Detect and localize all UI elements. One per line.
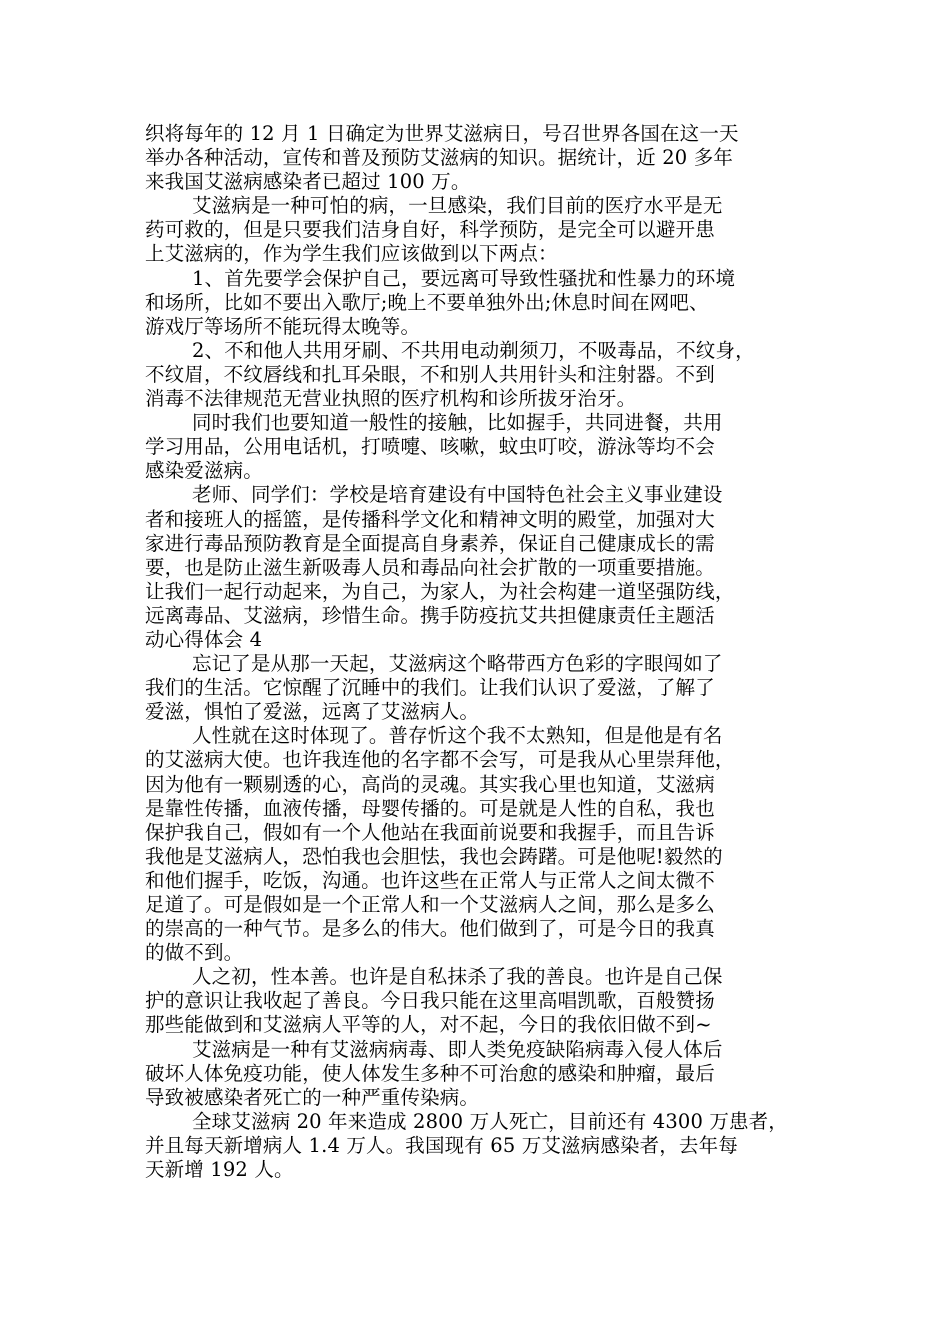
text-line: 举办各种活动，宣传和普及预防艾滋病的知识。据统计，近 20 多年 — [145, 146, 734, 170]
text-line: 的崇高的一种气节。是多么的伟大。他们做到了，可是今日的我真 — [145, 917, 715, 941]
paragraph — [145, 483, 807, 652]
text-line: 破坏人体免疫功能，使人体发生多种不可治愈的感染和肿瘤，最后 — [145, 1061, 715, 1085]
document-body — [145, 122, 807, 1182]
text-line: 那些能做到和艾滋病人平等的人，对不起，今日的我依旧做不到~ — [145, 1013, 712, 1037]
text-line: 爱滋，惧怕了爱滋，远离了艾滋病人。 — [145, 700, 480, 724]
text-line: 上艾滋病的，作为学生我们应该做到以下两点： — [145, 242, 558, 266]
text-line: 1、首先要学会保护自己，要远离可导致性骚扰和性暴力的环境 — [192, 266, 736, 290]
text-line: 的做不到。 — [145, 941, 244, 965]
paragraph — [145, 652, 807, 724]
text-line: 足道了。可是假如是一个正常人和一个艾滋病人之间，那么是多么 — [145, 893, 715, 916]
paragraph — [145, 1038, 807, 1110]
text-line: 老师、同学们：学校是培育建设有中国特色社会主义事业建设 — [192, 483, 723, 507]
text-line: 护的意识让我收起了善良。今日我只能在这里高唱凯歌，百般赞扬 — [145, 989, 715, 1013]
text-line: 消毒不法律规范无营业执照的医疗机构和诊所拔牙治牙。 — [145, 387, 637, 411]
text-line: 家进行毒品预防教育是全面提高自身素养，保证自己健康成长的需 — [145, 531, 715, 555]
text-line: 保护我自己，假如有一个人他站在我面前说要和我握手，而且告诉 — [145, 820, 715, 844]
text-line: 全球艾滋病 20 年来造成 2800 万人死亡，目前还有 4300 万患者， — [192, 1109, 788, 1133]
text-line: 药可救的，但是只要我们洁身自好，科学预防，是完全可以避开患 — [145, 218, 715, 242]
text-line: 不纹眉，不纹唇线和扎耳朵眼，不和别人共用针头和注射器。不到 — [145, 362, 715, 386]
text-line: 我们的生活。它惊醒了沉睡中的我们。让我们认识了爱滋，了解了 — [145, 676, 715, 700]
paragraph — [145, 194, 807, 266]
text-line: 艾滋病是一种有艾滋病病毒、即人类免疫缺陷病毒入侵人体后 — [192, 1037, 723, 1061]
text-line: 来我国艾滋病感染者已超过 100 万。 — [145, 170, 471, 194]
text-line: 人性就在这时体现了。普存忻这个我不太熟知，但是他是有名 — [192, 724, 723, 748]
text-line: 要，也是防止滋生新吸毒人员和毒品向社会扩散的一项重要措施。 — [145, 555, 715, 579]
paragraph — [145, 724, 807, 965]
text-line: 游戏厅等场所不能玩得太晚等。 — [145, 314, 421, 338]
paragraph — [145, 965, 807, 1037]
text-line: 导致被感染者死亡的一种严重传染病。 — [145, 1085, 480, 1109]
text-line: 感染爱滋病。 — [145, 459, 263, 483]
text-line: 动心得体会 4 — [145, 627, 263, 651]
paragraph — [145, 1110, 807, 1182]
paragraph — [145, 267, 807, 339]
text-line: 因为他有一颗剔透的心，高尚的灵魂。其实我心里也知道，艾滋病 — [145, 772, 715, 796]
paragraph — [145, 411, 807, 483]
text-line: 2、不和他人共用牙刷、不共用电动剃须刀，不吸毒品，不纹身， — [192, 338, 755, 362]
text-line: 远离毒品、艾滋病，珍惜生命。携手防疫抗艾共担健康责任主题活 — [145, 603, 715, 627]
text-line: 者和接班人的摇篮，是传播科学文化和精神文明的殿堂，加强对大 — [145, 507, 715, 531]
paragraph — [145, 122, 807, 194]
text-line: 并且每天新增病人 1.4 万人。我国现有 65 万艾滋病感染者，去年每 — [145, 1133, 738, 1157]
text-line: 让我们一起行动起来，为自己，为家人，为社会构建一道坚强防线， — [145, 579, 735, 603]
paragraph — [145, 339, 807, 411]
text-line: 人之初，性本善。也许是自私抹杀了我的善良。也许是自己保 — [192, 965, 723, 989]
text-line: 是靠性传播，血液传播，母婴传播的。可是就是人性的自私，我也 — [145, 796, 715, 820]
text-line: 学习用品，公用电话机，打喷嚏、咳嗽，蚊虫叮咬，游泳等均不会 — [145, 435, 715, 459]
text-line: 忘记了是从那一天起，艾滋病这个略带西方色彩的字眼闯如了 — [192, 652, 723, 676]
text-line: 和他们握手，吃饭，沟通。也许这些在正常人与正常人之间太微不 — [145, 868, 715, 892]
text-line: 艾滋病是一种可怕的病，一旦感染，我们目前的医疗水平是无 — [192, 194, 723, 218]
text-line: 天新增 192 人。 — [145, 1158, 294, 1182]
text-line: 我他是艾滋病人，恐怕我也会胆怯，我也会踌躇。可是他呢!毅然的 — [145, 844, 723, 868]
text-line: 织将每年的 12 月 1 日确定为世界艾滋病日，号召世界各国在这一天 — [145, 122, 739, 145]
text-line: 和场所，比如不要出入歌厅;晚上不要单独外出;休息时间在网吧、 — [145, 290, 709, 314]
text-line: 的艾滋病大使。也许我连他的名字都不会写，可是我从心里崇拜他， — [145, 748, 735, 772]
text-line: 同时我们也要知道一般性的接触，比如握手，共同进餐，共用 — [192, 411, 723, 435]
